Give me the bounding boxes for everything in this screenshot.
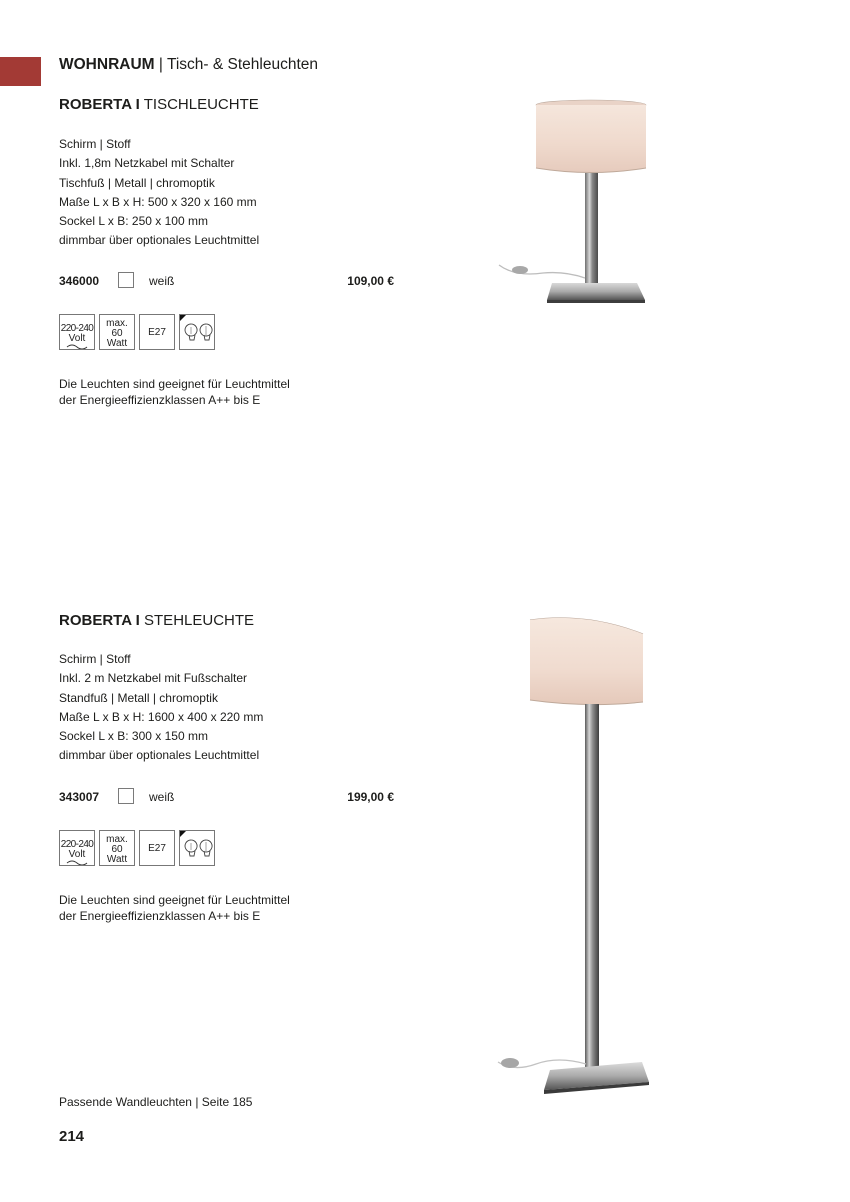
floor-lamp-image [492, 612, 662, 1104]
sine-wave-icon [66, 344, 88, 349]
order-checkbox[interactable] [118, 788, 134, 804]
article-number: 346000 [59, 274, 100, 288]
order-checkbox[interactable] [118, 272, 134, 288]
product-type: STEHLEUCHTE [144, 612, 255, 629]
header-subcategory: Tisch- & Stehleuchten [166, 56, 318, 73]
product-specs [59, 650, 263, 766]
socket-icon: E27 [139, 314, 175, 350]
product-type: TISCHLEUCHTE [143, 96, 259, 113]
order-row [59, 272, 399, 290]
page-header [59, 56, 318, 74]
product-title [59, 612, 254, 629]
spec-line: Inkl. 2 m Netzkabel mit Fußschalter [59, 671, 248, 686]
product-specs [59, 135, 259, 251]
spec-line: dimmbar über optionales Leuchtmittel [59, 233, 260, 248]
price: 199,00 € [347, 790, 394, 804]
table-lamp-image [495, 95, 665, 307]
voltage-icon: 220-240 Volt [59, 830, 95, 866]
spec-line: dimmbar über optionales Leuchtmittel [59, 748, 260, 763]
wattage-icon: max. 60 Watt [99, 314, 135, 350]
page-number: 214 [59, 1128, 85, 1145]
spec-line: Maße L x B x H: 500 x 320 x 160 mm [59, 194, 257, 209]
header-category: WOHNRAUM [59, 56, 155, 73]
article-number: 343007 [59, 790, 100, 804]
spec-line: Tischfuß | Metall | chromoptik [59, 175, 215, 190]
price: 109,00 € [347, 274, 394, 288]
header-separator: | [154, 56, 167, 73]
spec-line: Maße L x B x H: 1600 x 400 x 220 mm [59, 709, 264, 724]
product-name: ROBERTA I [59, 96, 140, 113]
product-title [59, 96, 259, 113]
color-label: weiß [149, 274, 175, 288]
energy-note: Die Leuchten sind geeignet für Leuchtmittel der Energieeffizienzklassen A++ bis E [59, 377, 290, 407]
spec-icons [59, 830, 229, 868]
section-marker [0, 57, 41, 86]
wattage-icon: max. 60 Watt [99, 830, 135, 866]
spec-line: Standfuß | Metall | chromoptik [59, 690, 218, 705]
spec-line: Schirm | Stoff [59, 137, 131, 151]
voltage-icon: 220-240 Volt [59, 314, 95, 350]
spec-line: Schirm | Stoff [59, 652, 131, 666]
sine-wave-icon [66, 860, 88, 865]
color-label: weiß [149, 790, 175, 804]
spec-line: Sockel L x B: 300 x 150 mm [59, 729, 208, 744]
order-row [59, 788, 399, 806]
cross-reference: Passende Wandleuchten | Seite 185 [59, 1095, 253, 1109]
bulb-type-icon [179, 830, 215, 866]
socket-icon: E27 [139, 830, 175, 866]
spec-icons [59, 314, 229, 352]
spec-line: Sockel L x B: 250 x 100 mm [59, 214, 208, 229]
bulb-type-icon [179, 314, 215, 350]
spec-line: Inkl. 1,8m Netzkabel mit Schalter [59, 156, 235, 171]
energy-note: Die Leuchten sind geeignet für Leuchtmittel der Energieeffizienzklassen A++ bis E [59, 893, 290, 923]
product-name: ROBERTA I [59, 612, 140, 629]
